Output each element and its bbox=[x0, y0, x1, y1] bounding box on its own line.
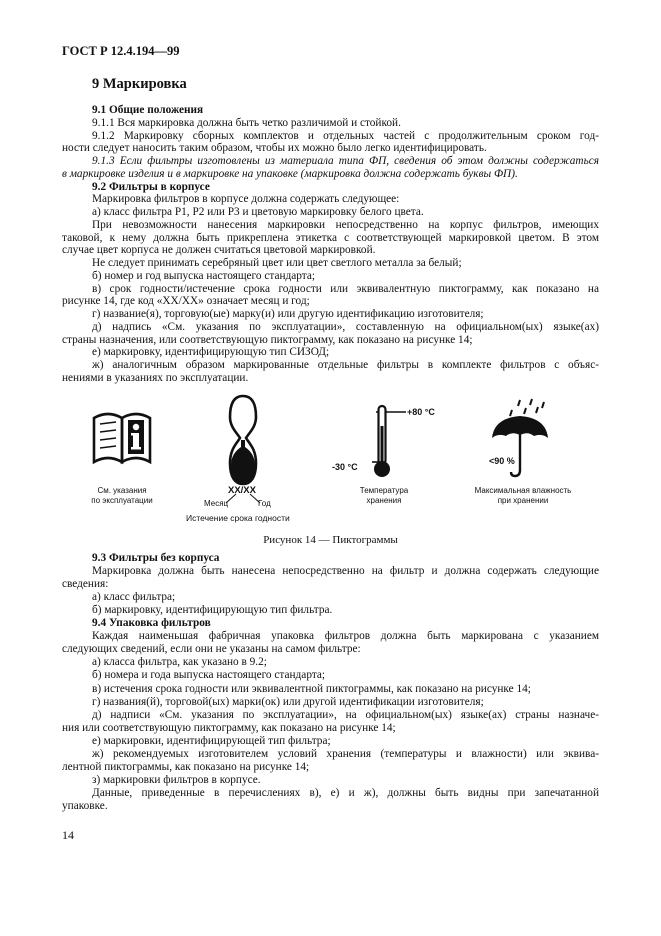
text-line: Данные, приведенные в перечислениях в), е) и ж), должны быть видны при запечатанной bbox=[92, 786, 599, 799]
text-line: случае цвет корпуса не должен считаться цветовой маркировкой. bbox=[62, 244, 376, 257]
text-line: в) истечения срока годности или эквивалентной пиктограммы, как показано на рисунке 14; bbox=[92, 682, 531, 695]
hourglass-code: XX/XX bbox=[228, 485, 256, 496]
text-line: в маркировке изделия и в маркировке на упаковке (маркировка должна содержать буквы ФП). bbox=[62, 167, 518, 180]
page-number: 14 bbox=[62, 828, 74, 842]
text-line: нениями в указаниях по эксплуатации. bbox=[62, 371, 249, 384]
instructions-label: См. указания по эксплуатации bbox=[91, 486, 153, 505]
text-line: рисунке 14, где код «XX/XX» означает месяц и год; bbox=[62, 295, 310, 308]
text-line: Маркировка должна быть нанесена непосредственно на фильтр и должна содержать следующие bbox=[92, 565, 599, 578]
text-line: 9.1.2 Маркировку сборных комплектов и отдельных частей с продолжительным сроком год- bbox=[92, 129, 599, 142]
thermometer-icon bbox=[372, 404, 406, 480]
text-line: а) класс фильтра; bbox=[92, 591, 176, 604]
hourglass-month: Месяц bbox=[204, 499, 229, 508]
text-line: ж) аналогичным образом маркированные отдельные фильтры в комплекте фильтров с объяс- bbox=[92, 359, 599, 371]
text-line: Не следует принимать серебряный цвет или цвет светлого металла за белый; bbox=[92, 257, 462, 269]
instructions-book-icon bbox=[92, 406, 152, 466]
section-title: 9 Маркировка bbox=[92, 76, 187, 92]
text-line: сведения: bbox=[62, 578, 109, 591]
text-line: 9.1.3 Если фильтры изготовлены из материала типа ФП, сведения об этом должны содержаться bbox=[92, 155, 599, 167]
text-line: г) названия(й), торговой(ых) марки(ок) или другой идентификации изготовителя; bbox=[92, 695, 484, 708]
text-line: в) срок годности/истечение срока годности или эквивалентную пиктограмму, как показано на bbox=[92, 282, 599, 295]
text-line: ж) рекомендуемых изготовителем условий хранения (температуры и влажности) или эквива- bbox=[92, 747, 599, 760]
subsection-heading: 9.1 Общие положения bbox=[92, 104, 204, 116]
thermometer-label: Температура хранения bbox=[359, 486, 409, 505]
humidity-label: Максимальная влажность при хранении bbox=[474, 486, 572, 505]
text-line: д) надпись «См. указания по эксплуатации», составленную на официальном(ых) языке(ах) bbox=[92, 320, 599, 333]
figure-caption: Рисунок 14 — Пиктограммы bbox=[263, 534, 398, 546]
text-line: е) маркировки, идентифицирующей тип фильтра; bbox=[92, 734, 331, 747]
text-line: 9.1.1 Вся маркировка должна быть четко различимой и стойкой. bbox=[92, 116, 401, 129]
text-line: з) маркировки фильтров в корпусе. bbox=[92, 773, 261, 786]
text-line: ности следует наносить таким образом, чтобы их можно было легко идентифицировать. bbox=[62, 142, 487, 155]
humidity-value: <90 % bbox=[489, 456, 515, 466]
text-line: д) надписи «См. указания по эксплуатации», на официальном(ых) языке(ах) страны назначе- bbox=[92, 708, 599, 721]
hourglass-label: Истечение срока годности bbox=[186, 513, 290, 523]
text-line: б) маркировку, идентифицирующую тип фильтра. bbox=[92, 604, 333, 617]
text-line: следующих сведений, если они не указаны на самом фильтре: bbox=[62, 643, 361, 656]
subsection-heading: 9.4 Упаковка фильтров bbox=[92, 617, 211, 630]
text-line: ния или соответствующую пиктограмму, как показано на рисунке 14; bbox=[62, 721, 396, 734]
thermometer-min: -30 °C bbox=[332, 462, 358, 472]
standard-header: ГОСТ Р 12.4.194—99 bbox=[62, 44, 180, 58]
umbrella-icon bbox=[488, 398, 554, 480]
hourglass-year: Год bbox=[258, 499, 271, 508]
text-line: Каждая наименьшая фабричная упаковка фильтров должна быть маркирована с указанием bbox=[92, 630, 599, 643]
text-line: а) класса фильтра, как указано в 9.2; bbox=[92, 656, 267, 669]
thermometer-max: +80 °C bbox=[407, 407, 435, 417]
text-line: а) класс фильтра Р1, Р2 или Р3 и цветовую маркировку белого цвета. bbox=[92, 206, 424, 218]
text-line: При невозможности нанесения маркировки непосредственно на корпус фильтров, имеющих bbox=[92, 218, 599, 231]
text-line: е) маркировку, идентифицирующую тип СИЗОД; bbox=[92, 346, 330, 359]
text-line: б) номер и год выпуска настоящего стандарта; bbox=[92, 269, 316, 282]
subsection-heading: 9.2 Фильтры в корпусе bbox=[92, 180, 210, 193]
text-line: лентной пиктограммы, как показано на рисунке 14; bbox=[62, 760, 310, 773]
text-line: упаковке. bbox=[62, 799, 108, 812]
text-line: таковой, к нему должна быть прикреплена этикетка с соответствующей маркировкой цветом. В этом bbox=[62, 231, 599, 244]
text-line: Маркировка фильтров в корпусе должна содержать следующее: bbox=[92, 193, 400, 206]
text-line: страны назначения, или соответствующую пиктограмму, как показано на рисунке 14; bbox=[62, 333, 473, 346]
subsection-heading: 9.3 Фильтры без корпуса bbox=[92, 552, 220, 564]
text-line: г) название(я), торговую(ые) марку(и) или другую идентификацию изготовителя; bbox=[92, 308, 484, 320]
text-line: б) номера и года выпуска настоящего стандарта; bbox=[92, 669, 326, 682]
hourglass-icon bbox=[227, 393, 259, 487]
